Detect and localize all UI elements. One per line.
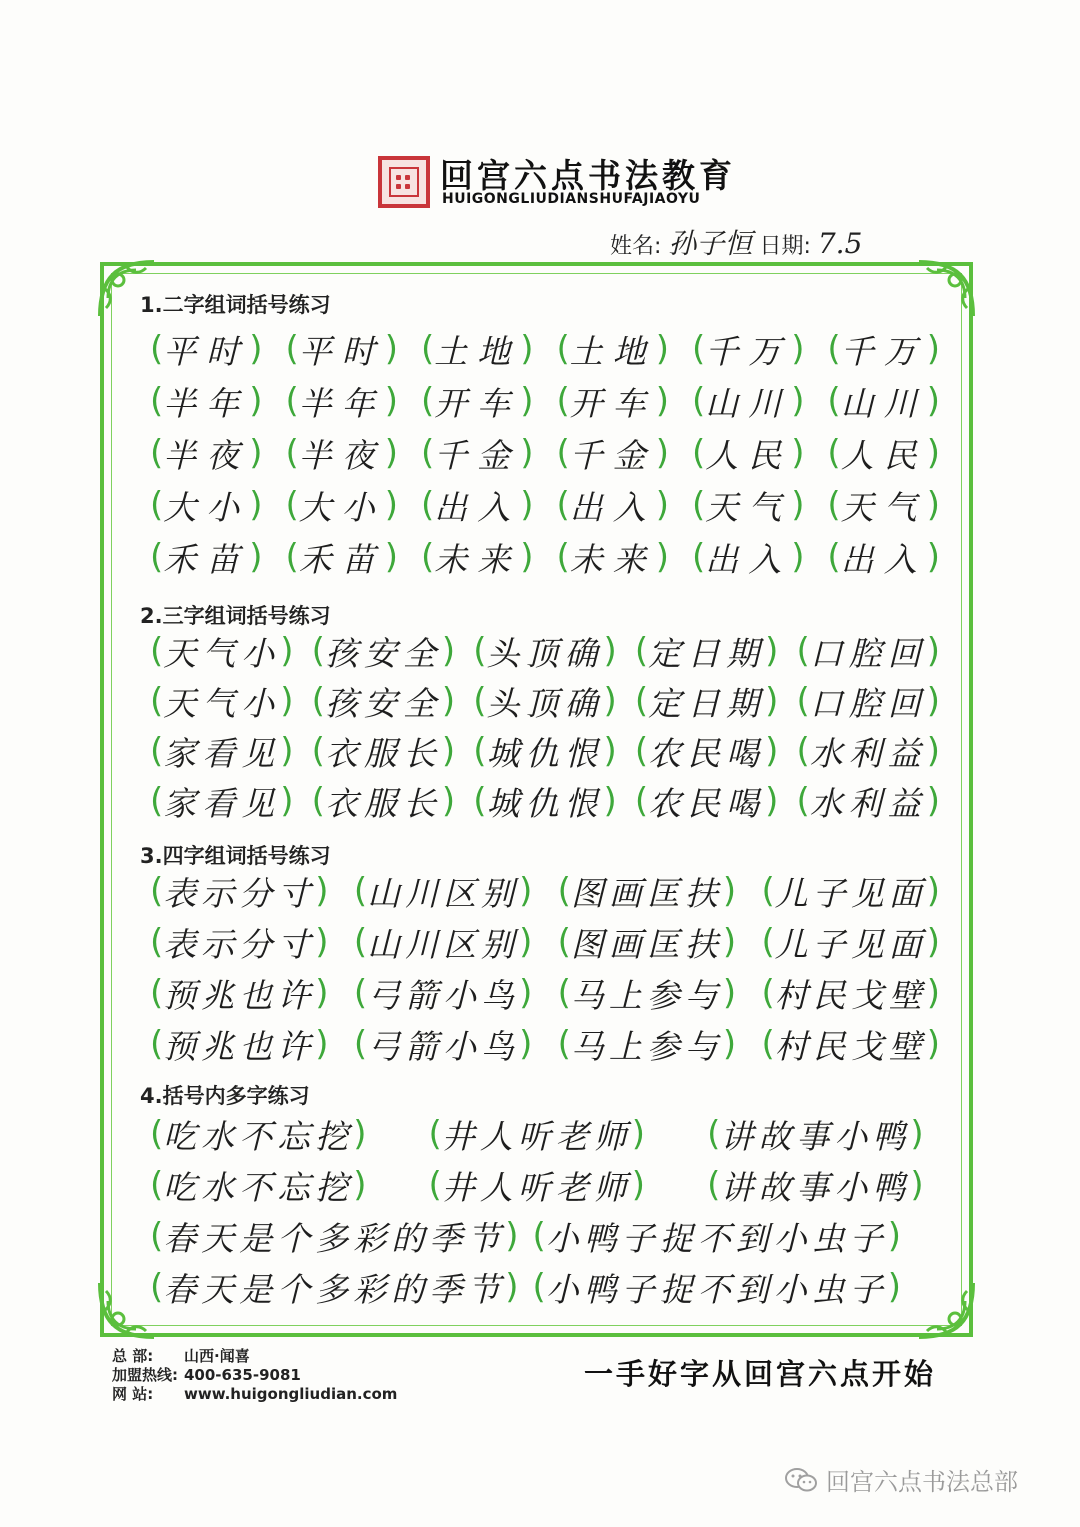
practice-word: ( 山川 ) bbox=[827, 378, 940, 425]
practice-word: ( 图画匡扶 ) bbox=[558, 919, 737, 966]
practice-word-text: 定日期 bbox=[648, 683, 766, 723]
practice-word-text: 井人听老师 bbox=[441, 1167, 632, 1207]
footer-contact-info bbox=[112, 1347, 397, 1404]
practice-word: ( 人民 ) bbox=[692, 430, 805, 477]
practice-word: ( 农民喝 ) bbox=[635, 728, 779, 775]
practice-word-text: 人民 bbox=[705, 435, 792, 475]
hotline-label: 加盟热线: bbox=[112, 1366, 178, 1384]
watermark bbox=[784, 1462, 1018, 1497]
practice-row bbox=[150, 777, 940, 825]
practice-word: ( 水利益 ) bbox=[796, 778, 940, 825]
student-info bbox=[610, 222, 862, 262]
practice-word-text: 天气小 bbox=[163, 633, 281, 673]
practice-word-text: 土地 bbox=[569, 331, 656, 371]
practice-word: ( 半年 ) bbox=[150, 378, 263, 425]
practice-word-text: 小鸭子捉不到小虫子 bbox=[545, 1269, 888, 1309]
practice-word: ( 春天是个多彩的季节 ) bbox=[150, 1213, 519, 1260]
practice-word: ( 弓箭小鸟 ) bbox=[354, 1021, 533, 1068]
practice-word-text: 表示分寸 bbox=[163, 873, 316, 913]
practice-word: ( 天气 ) bbox=[827, 482, 940, 529]
wechat-icon bbox=[784, 1466, 818, 1494]
practice-word: ( 开车 ) bbox=[556, 378, 669, 425]
practice-word-text: 未来 bbox=[434, 539, 521, 579]
practice-word-text: 开车 bbox=[434, 383, 521, 423]
practice-word: ( 孩安全 ) bbox=[312, 628, 456, 675]
practice-word-text: 天气小 bbox=[163, 683, 281, 723]
practice-word: ( 出入 ) bbox=[421, 482, 534, 529]
practice-word-text: 讲故事小鸭 bbox=[720, 1167, 911, 1207]
practice-word: ( 预兆也许 ) bbox=[150, 1021, 329, 1068]
practice-word: ( 天气 ) bbox=[692, 482, 805, 529]
practice-word-text: 吃水不忘挖 bbox=[163, 1116, 354, 1156]
practice-word: ( 土地 ) bbox=[421, 326, 534, 373]
practice-word-text: 弓箭小鸟 bbox=[367, 1026, 520, 1066]
practice-word: ( 口腔回 ) bbox=[796, 678, 940, 725]
practice-word: ( 头顶确 ) bbox=[473, 678, 617, 725]
practice-word-text: 禾苗 bbox=[163, 539, 250, 579]
practice-word: ( 山川区别 ) bbox=[354, 868, 533, 915]
practice-word: ( 定日期 ) bbox=[635, 628, 779, 675]
practice-word-text: 半年 bbox=[298, 383, 385, 423]
practice-word-text: 千万 bbox=[840, 331, 927, 371]
practice-word: ( 吃水不忘挖 ) bbox=[150, 1111, 367, 1158]
practice-word: ( 半夜 ) bbox=[285, 430, 398, 477]
practice-word-text: 禾苗 bbox=[298, 539, 385, 579]
practice-word-text: 水利益 bbox=[809, 783, 927, 823]
practice-word-text: 半夜 bbox=[163, 435, 250, 475]
practice-word: ( 出入 ) bbox=[556, 482, 669, 529]
practice-word-text: 山川区别 bbox=[367, 924, 520, 964]
practice-row bbox=[150, 1110, 940, 1158]
practice-word-text: 山川区别 bbox=[367, 873, 520, 913]
practice-word-text: 春天是个多彩的季节 bbox=[163, 1218, 506, 1258]
practice-word-text: 马上参与 bbox=[570, 1026, 723, 1066]
practice-word-text: 出入 bbox=[840, 539, 927, 579]
practice-row bbox=[150, 325, 940, 373]
practice-word: ( 未来 ) bbox=[556, 534, 669, 581]
practice-word: ( 头顶确 ) bbox=[473, 628, 617, 675]
practice-word-text: 井人听老师 bbox=[441, 1116, 632, 1156]
practice-word: ( 村民戈壁 ) bbox=[761, 970, 940, 1017]
practice-word-text: 村民戈壁 bbox=[774, 1026, 927, 1066]
practice-word: ( 禾苗 ) bbox=[285, 534, 398, 581]
practice-row bbox=[150, 867, 940, 915]
practice-word: ( 千万 ) bbox=[692, 326, 805, 373]
practice-word-text: 马上参与 bbox=[570, 975, 723, 1015]
corner-ornament-icon bbox=[96, 1279, 158, 1341]
section-title-4: 4.括号内多字练习 bbox=[140, 1084, 310, 1108]
practice-word-text: 吃水不忘挖 bbox=[163, 1167, 354, 1207]
practice-word-text: 平时 bbox=[163, 331, 250, 371]
practice-row bbox=[150, 1212, 940, 1260]
practice-word: ( 马上参与 ) bbox=[558, 1021, 737, 1068]
practice-word-text: 出入 bbox=[434, 487, 521, 527]
section-title-2: 2.三字组词括号练习 bbox=[140, 604, 331, 628]
practice-word: ( 口腔回 ) bbox=[796, 628, 940, 675]
practice-word: ( 儿子见面 ) bbox=[761, 868, 940, 915]
practice-row bbox=[150, 429, 940, 477]
practice-word-text: 头顶确 bbox=[486, 683, 604, 723]
practice-word-text: 千金 bbox=[434, 435, 521, 475]
brand-seal-logo bbox=[378, 156, 430, 208]
practice-word: ( 水利益 ) bbox=[796, 728, 940, 775]
practice-word: ( 平时 ) bbox=[285, 326, 398, 373]
practice-word: ( 开车 ) bbox=[421, 378, 534, 425]
website-label: 网 站: bbox=[112, 1385, 154, 1403]
practice-word: ( 小鸭子捉不到小虫子 ) bbox=[533, 1264, 902, 1311]
practice-word-text: 家看见 bbox=[163, 733, 281, 773]
practice-word: ( 井人听老师 ) bbox=[429, 1162, 646, 1209]
hotline-value: 400-635-9081 bbox=[184, 1366, 301, 1384]
practice-word-text: 出入 bbox=[569, 487, 656, 527]
practice-word-text: 头顶确 bbox=[486, 633, 604, 673]
slogan: 一手好字从回宫六点开始 bbox=[584, 1357, 937, 1391]
practice-word: ( 半夜 ) bbox=[150, 430, 263, 477]
practice-word-text: 口腔回 bbox=[809, 633, 927, 673]
practice-word-text: 口腔回 bbox=[809, 683, 927, 723]
practice-row bbox=[150, 1263, 940, 1311]
practice-word-text: 水利益 bbox=[809, 733, 927, 773]
practice-word-text: 天气 bbox=[840, 487, 927, 527]
practice-word: ( 图画匡扶 ) bbox=[558, 868, 737, 915]
practice-word-text: 孩安全 bbox=[324, 633, 442, 673]
practice-word-text: 表示分寸 bbox=[163, 924, 316, 964]
practice-row bbox=[150, 969, 940, 1017]
practice-word: ( 讲故事小鸭 ) bbox=[707, 1111, 924, 1158]
practice-word: ( 讲故事小鸭 ) bbox=[707, 1162, 924, 1209]
practice-word-text: 未来 bbox=[569, 539, 656, 579]
practice-word: ( 马上参与 ) bbox=[558, 970, 737, 1017]
practice-word: ( 未来 ) bbox=[421, 534, 534, 581]
practice-word-text: 图画匡扶 bbox=[570, 873, 723, 913]
section-title-1: 1.二字组词括号练习 bbox=[140, 293, 331, 317]
practice-word-text: 小鸭子捉不到小虫子 bbox=[545, 1218, 888, 1258]
practice-word-text: 衣服长 bbox=[324, 733, 442, 773]
practice-word-text: 土地 bbox=[434, 331, 521, 371]
practice-word: ( 衣服长 ) bbox=[312, 728, 456, 775]
hq-value: 山西·闻喜 bbox=[184, 1347, 250, 1365]
practice-word: ( 大小 ) bbox=[150, 482, 263, 529]
practice-word: ( 千金 ) bbox=[421, 430, 534, 477]
practice-word: ( 出入 ) bbox=[692, 534, 805, 581]
practice-row bbox=[150, 377, 940, 425]
practice-word: ( 千万 ) bbox=[827, 326, 940, 373]
practice-row bbox=[150, 1161, 940, 1209]
practice-word: ( 家看见 ) bbox=[150, 728, 294, 775]
practice-word-text: 图画匡扶 bbox=[570, 924, 723, 964]
section-title-3: 3.四字组词括号练习 bbox=[140, 844, 331, 868]
practice-word-text: 弓箭小鸟 bbox=[367, 975, 520, 1015]
practice-word-text: 人民 bbox=[840, 435, 927, 475]
practice-word-text: 半夜 bbox=[298, 435, 385, 475]
practice-word-text: 出入 bbox=[705, 539, 792, 579]
practice-word: ( 山川区别 ) bbox=[354, 919, 533, 966]
practice-word: ( 小鸭子捉不到小虫子 ) bbox=[533, 1213, 902, 1260]
practice-word: ( 出入 ) bbox=[827, 534, 940, 581]
practice-word: ( 城仇恨 ) bbox=[473, 728, 617, 775]
practice-word-text: 千万 bbox=[705, 331, 792, 371]
practice-word: ( 井人听老师 ) bbox=[429, 1111, 646, 1158]
practice-row bbox=[150, 481, 940, 529]
practice-word: ( 农民喝 ) bbox=[635, 778, 779, 825]
practice-word: ( 村民戈壁 ) bbox=[761, 1021, 940, 1068]
practice-word-text: 预兆也许 bbox=[163, 1026, 316, 1066]
practice-word: ( 山川 ) bbox=[692, 378, 805, 425]
practice-word-text: 大小 bbox=[163, 487, 250, 527]
practice-word-text: 农民喝 bbox=[648, 783, 766, 823]
practice-word-text: 孩安全 bbox=[324, 683, 442, 723]
practice-word: ( 城仇恨 ) bbox=[473, 778, 617, 825]
practice-word: ( 儿子见面 ) bbox=[761, 919, 940, 966]
hq-label: 总 部: bbox=[112, 1347, 154, 1365]
practice-word: ( 预兆也许 ) bbox=[150, 970, 329, 1017]
practice-word: ( 春天是个多彩的季节 ) bbox=[150, 1264, 519, 1311]
practice-word-text: 农民喝 bbox=[648, 733, 766, 773]
practice-word-text: 预兆也许 bbox=[163, 975, 316, 1015]
practice-word-text: 儿子见面 bbox=[774, 873, 927, 913]
website-value: www.huigongliudian.com bbox=[184, 1385, 398, 1403]
practice-word: ( 衣服长 ) bbox=[312, 778, 456, 825]
practice-word: ( 表示分寸 ) bbox=[150, 868, 329, 915]
practice-word: ( 吃水不忘挖 ) bbox=[150, 1162, 367, 1209]
practice-word: ( 孩安全 ) bbox=[312, 678, 456, 725]
date-value: 7.5 bbox=[817, 227, 863, 260]
practice-word: ( 家看见 ) bbox=[150, 778, 294, 825]
practice-word: ( 表示分寸 ) bbox=[150, 919, 329, 966]
practice-word: ( 弓箭小鸟 ) bbox=[354, 970, 533, 1017]
practice-word-text: 平时 bbox=[298, 331, 385, 371]
corner-ornament-icon bbox=[915, 258, 977, 320]
practice-word: ( 禾苗 ) bbox=[150, 534, 263, 581]
brand-name-en: HUIGONGLIUDIANSHUFAJIAOYU bbox=[442, 191, 701, 207]
practice-word: ( 人民 ) bbox=[827, 430, 940, 477]
practice-row bbox=[150, 918, 940, 966]
practice-word: ( 土地 ) bbox=[556, 326, 669, 373]
brand-name-cn: 回宫六点书法教育 bbox=[440, 156, 736, 195]
practice-word-text: 村民戈壁 bbox=[774, 975, 927, 1015]
practice-word: ( 定日期 ) bbox=[635, 678, 779, 725]
practice-row bbox=[150, 677, 940, 725]
practice-word: ( 千金 ) bbox=[556, 430, 669, 477]
practice-word: ( 天气小 ) bbox=[150, 628, 294, 675]
practice-word-text: 儿子见面 bbox=[774, 924, 927, 964]
practice-word-text: 天气 bbox=[705, 487, 792, 527]
practice-row bbox=[150, 627, 940, 675]
practice-word-text: 定日期 bbox=[648, 633, 766, 673]
name-label: 姓名: bbox=[610, 234, 662, 259]
practice-word-text: 衣服长 bbox=[324, 783, 442, 823]
practice-word: ( 天气小 ) bbox=[150, 678, 294, 725]
practice-word: ( 平时 ) bbox=[150, 326, 263, 373]
date-label: 日期: bbox=[759, 234, 811, 259]
practice-row bbox=[150, 727, 940, 775]
practice-row bbox=[150, 533, 940, 581]
practice-word-text: 半年 bbox=[163, 383, 250, 423]
practice-word-text: 讲故事小鸭 bbox=[720, 1116, 911, 1156]
practice-word-text: 家看见 bbox=[163, 783, 281, 823]
practice-word: ( 大小 ) bbox=[285, 482, 398, 529]
practice-word-text: 千金 bbox=[569, 435, 656, 475]
name-value: 孙子恒 bbox=[668, 227, 753, 260]
practice-word-text: 春天是个多彩的季节 bbox=[163, 1269, 506, 1309]
practice-word: ( 半年 ) bbox=[285, 378, 398, 425]
practice-word-text: 大小 bbox=[298, 487, 385, 527]
practice-word-text: 山川 bbox=[840, 383, 927, 423]
practice-word-text: 城仇恨 bbox=[486, 733, 604, 773]
practice-word-text: 开车 bbox=[569, 383, 656, 423]
watermark-text: 回宫六点书法总部 bbox=[826, 1468, 1018, 1496]
practice-word-text: 山川 bbox=[705, 383, 792, 423]
practice-word-text: 城仇恨 bbox=[486, 783, 604, 823]
practice-row bbox=[150, 1020, 940, 1068]
